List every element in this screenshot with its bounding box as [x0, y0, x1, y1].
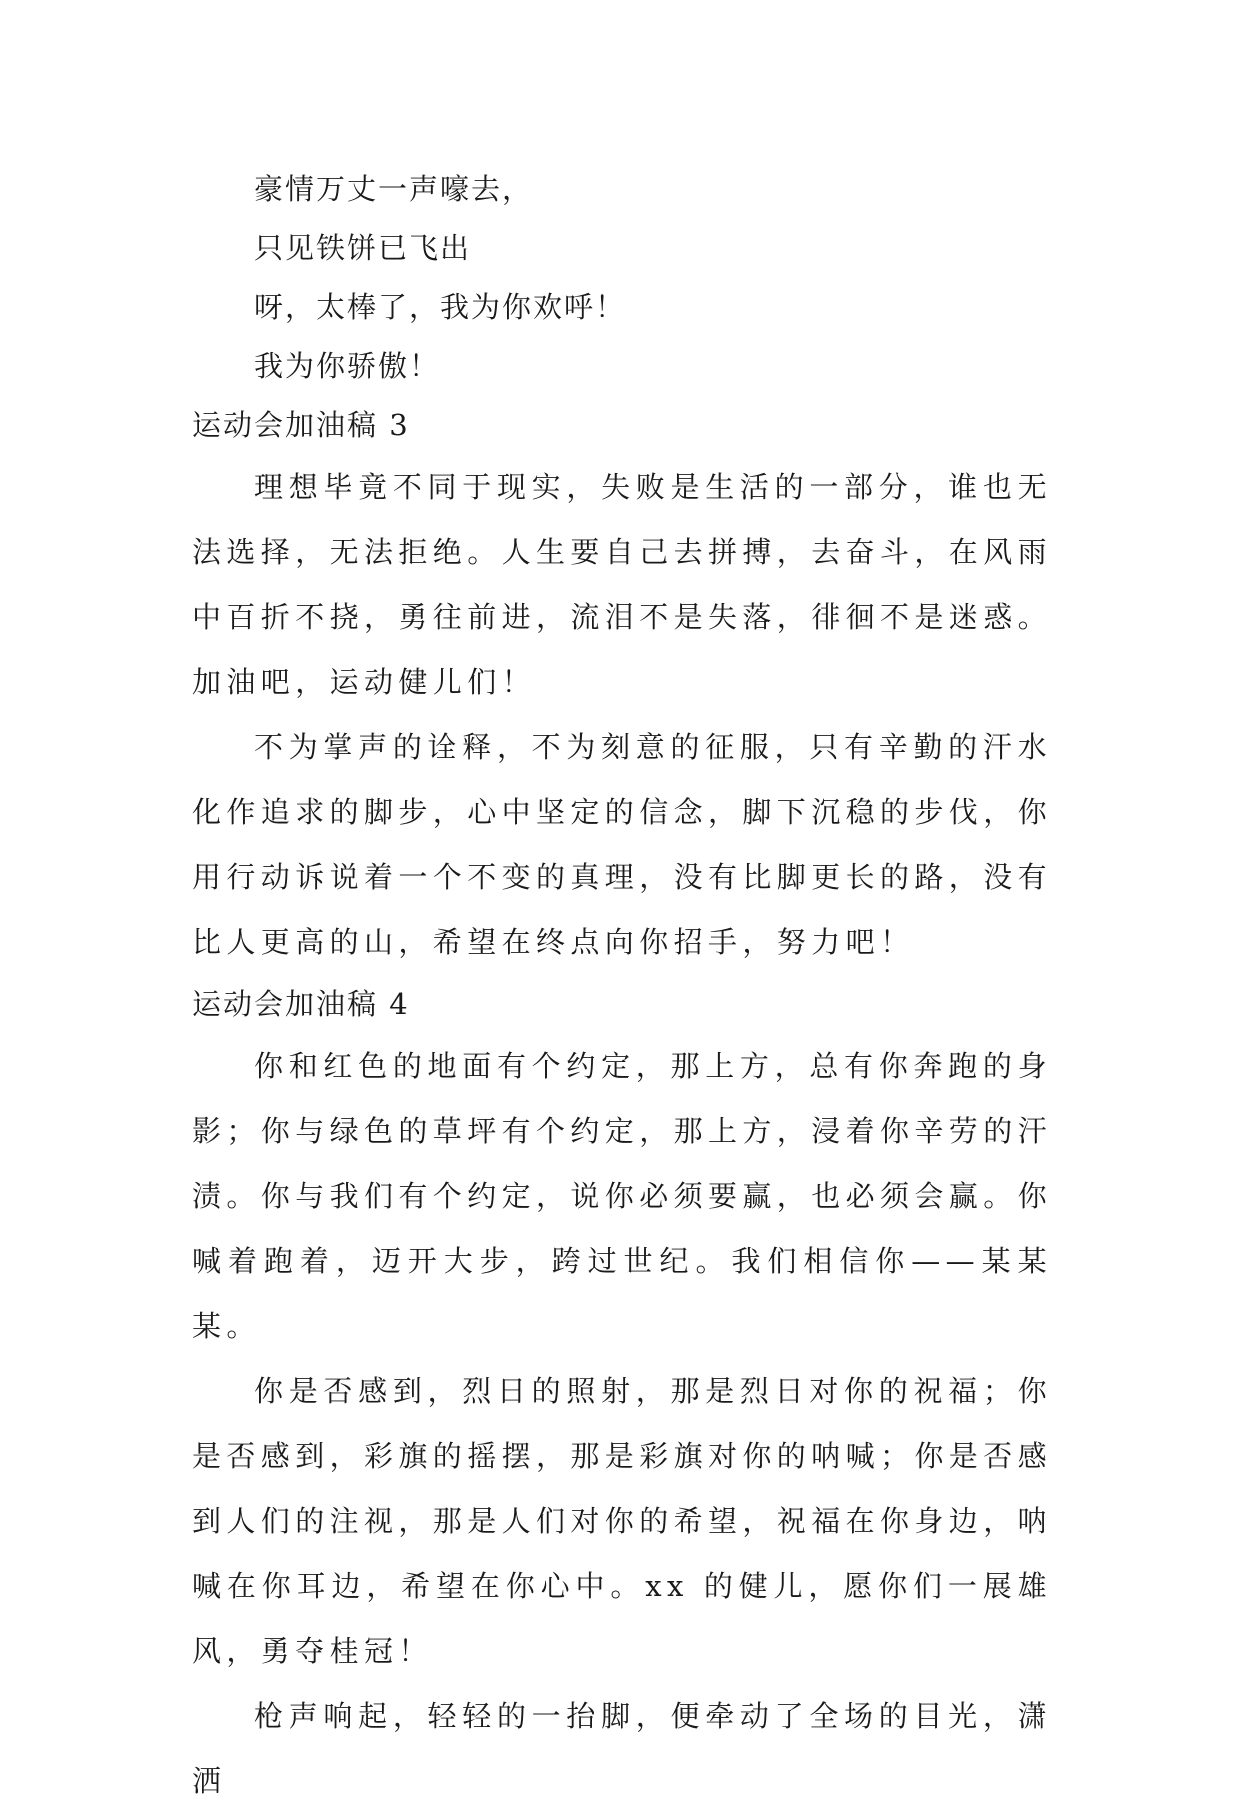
- paragraph: 理想毕竟不同于现实，失败是生活的一部分，谁也无法选择，无法拒绝。人生要自己去拼搏，去奋斗，在风雨中百折不挠，勇往前进，流泪不是失落，徘徊不是迷惑。加油吧，运动健儿们！: [192, 470, 1053, 699]
- poem-line: 只见铁饼已飞出: [254, 231, 472, 265]
- poem-line: 呀，太棒了，我为你欢呼！: [254, 290, 627, 324]
- paragraph: 你和红色的地面有个约定，那上方，总有你奔跑的身影；你与绿色的草坪有个约定，那上方，浸着你辛劳的汗渍。你与我们有个约定，说你必须要赢，也必须会赢。你喊着跑着，迈开大步，跨过世纪。我们相信你——某某某。: [192, 1049, 1053, 1343]
- paragraph: 你是否感到，烈日的照射，那是烈日对你的祝福；你是否感到，彩旗的摇摆，那是彩旗对你的呐喊；你是否感到人们的注视，那是人们对你的希望，祝福在你身边，呐喊在你耳边，希望在你心中。xx 的健儿，愿你们一展雄风，勇夺桂冠！: [192, 1374, 1053, 1668]
- poem-line: 我为你骄傲！: [254, 349, 441, 383]
- poem-line: 豪情万丈一声嚎去，: [254, 172, 534, 206]
- document-body: [192, 160, 1052, 1814]
- section-title-4: 运动会加油稿 4: [192, 987, 410, 1021]
- paragraph: 不为掌声的诠释，不为刻意的征服，只有辛勤的汗水化作追求的脚步，心中坚定的信念，脚下沉稳的步伐，你用行动诉说着一个不变的真理，没有比脚更长的路，没有比人更高的山，希望在终点向你招手，努力吧！: [192, 730, 1053, 959]
- paragraph: 枪声响起，轻轻的一抬脚，便牵动了全场的目光，潇洒: [192, 1699, 1052, 1798]
- section-title-3: 运动会加油稿 3: [192, 408, 410, 442]
